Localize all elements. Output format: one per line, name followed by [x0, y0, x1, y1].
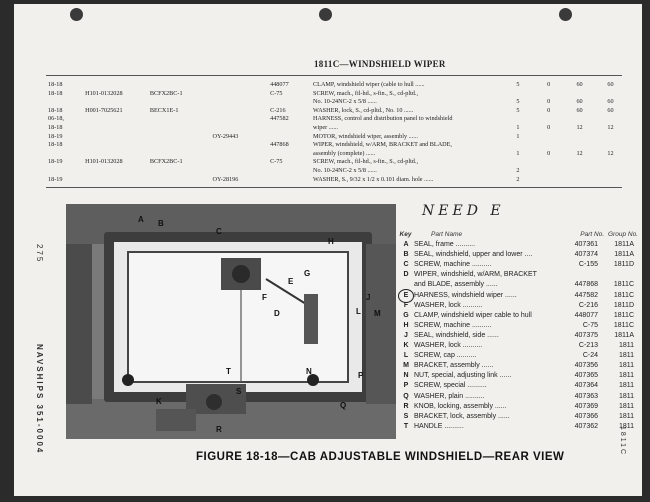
table-cell-c	[564, 167, 595, 176]
callout-label: J	[366, 293, 371, 302]
legend-k	[398, 280, 414, 290]
table-cell-desc: assembly (complete) ......	[313, 149, 376, 157]
table-cell-b	[533, 115, 564, 124]
table-row	[46, 141, 626, 150]
legend-g: 1811D	[613, 301, 634, 309]
legend-item	[398, 240, 638, 250]
table-cell-a	[503, 90, 534, 99]
table-cell-a: 2	[516, 166, 520, 174]
table-cell-desc: No. 10-24NC-2 x 5/8 ......	[313, 166, 377, 174]
table-row	[46, 176, 626, 185]
section-title: 1811C—WINDSHIELD WIPER	[314, 59, 446, 69]
table-cell-gov	[83, 141, 148, 150]
table-cell-mfr: BCFX2BC-1	[149, 158, 183, 166]
legend-g: 1811	[618, 362, 634, 370]
table-cell-part	[268, 133, 311, 142]
legend-k: M	[403, 362, 409, 370]
legend-p: 407366	[574, 412, 598, 420]
legend-n: SEAL, windshield, upper and lower ....	[414, 251, 533, 259]
parts-table	[46, 81, 626, 184]
legend-p: 447868	[574, 281, 598, 289]
legend-g: 1811C	[613, 291, 634, 299]
windshield-photo	[66, 204, 396, 439]
parts-legend	[398, 230, 638, 432]
callout-label: M	[374, 309, 381, 318]
table-cell-mfr: BECX1E-1	[149, 106, 179, 114]
table-cell-gov	[83, 167, 148, 176]
table-cell-oy	[211, 167, 269, 176]
callout-label: R	[216, 425, 222, 434]
legend-n: SCREW, machine ..........	[414, 261, 492, 269]
table-cell-c: 12	[576, 149, 583, 157]
table-cell-mfr	[148, 141, 211, 150]
table-cell-mfr	[148, 133, 211, 142]
legend-n: SEAL, windshield, side ......	[414, 331, 499, 339]
legend-k: R	[403, 402, 409, 410]
legend-k: Q	[403, 392, 409, 400]
table-cell-ref: 18-19	[48, 158, 63, 166]
legend-g: 1811	[618, 402, 634, 410]
legend-p: 407374	[574, 251, 598, 259]
table-cell-gov: H001-7025621	[85, 106, 123, 114]
table-cell-desc: No. 10-24NC-2 x 5/8 ......	[313, 98, 377, 106]
table-cell-b: 0	[547, 98, 551, 106]
legend-k: K	[403, 342, 409, 350]
legend-k: H	[403, 321, 409, 329]
legend-p: C-155	[578, 261, 598, 269]
legend-g: 1811	[618, 342, 634, 350]
table-cell-desc: SCREW, mach., fil-hd., s-fin., S., cd-pltd.,	[313, 89, 418, 97]
page-number: 275	[35, 244, 44, 264]
table-row	[46, 124, 626, 133]
legend-p: 407361	[574, 241, 598, 249]
table-cell-part: C-75	[270, 89, 283, 97]
legend-k: C	[403, 261, 409, 269]
table-cell-part: 447868	[270, 141, 289, 149]
callout-label: C	[216, 227, 222, 236]
legend-p: 448077	[574, 311, 598, 319]
legend-p: C-75	[582, 321, 598, 329]
table-cell-a: 5	[516, 81, 520, 88]
legend-p	[550, 270, 598, 280]
legend-item	[398, 361, 638, 371]
table-cell-ref	[46, 150, 83, 159]
table-cell-b	[533, 176, 564, 185]
table-cell-mfr	[148, 115, 211, 124]
table-cell-c	[564, 115, 595, 124]
legend-item	[398, 422, 638, 432]
table-row	[46, 107, 626, 116]
punch-hole	[559, 8, 572, 21]
legend-p: C-213	[578, 342, 598, 350]
table-cell-b: 0	[547, 123, 551, 131]
callout-label: N	[306, 367, 312, 376]
table-cell-oy	[211, 124, 269, 133]
legend-item	[398, 341, 638, 351]
table-cell-oy: OY-28196	[212, 175, 239, 183]
table-cell-desc: WASHER, S., 9/32 x 1/2 x 0.101 diam. hole ......	[313, 175, 434, 183]
table-cell-part	[268, 98, 311, 107]
legend-n: HANDLE ..........	[414, 422, 464, 430]
legend-n: BRACKET, assembly ......	[414, 362, 494, 370]
callout-label: F	[262, 293, 267, 302]
punch-hole	[319, 8, 332, 21]
table-cell-ref: 18-18	[48, 89, 63, 97]
divider	[46, 187, 622, 188]
table-cell-gov	[83, 98, 148, 107]
legend-k: P	[403, 382, 409, 390]
legend-item	[398, 392, 638, 402]
table-cell-c: 60	[576, 98, 583, 106]
legend-p: 447582	[574, 291, 598, 299]
table-cell-a	[503, 141, 534, 150]
legend-k: F	[403, 301, 409, 309]
table-cell-desc: CLAMP, windshield wiper (cable to hull ......	[313, 81, 425, 88]
table-cell-a: 1	[516, 149, 520, 157]
callout-label: L	[356, 307, 361, 316]
callout-label: S	[236, 387, 242, 396]
table-cell-gov: H101-0132028	[85, 158, 123, 166]
legend-n: and BLADE, assembly ......	[414, 281, 498, 289]
table-cell-gov	[83, 81, 148, 90]
legend-item	[398, 412, 638, 422]
legend-k: E	[403, 291, 409, 299]
legend-g	[598, 270, 634, 280]
legend-p: 407356	[574, 362, 598, 370]
legend-n: SCREW, machine ..........	[414, 321, 492, 329]
legend-n: SCREW, special ..........	[414, 382, 487, 390]
table-cell-oy	[211, 90, 269, 99]
handwritten-note: NEED E	[422, 203, 505, 219]
table-cell-part	[268, 150, 311, 159]
legend-p: 407363	[574, 392, 598, 400]
table-cell-d	[595, 141, 626, 150]
table-cell-ref	[46, 167, 83, 176]
table-cell-ref: 18-19	[48, 175, 63, 183]
table-cell-desc: HARNESS, control and distribution panel to windshield	[313, 115, 453, 123]
table-row	[46, 158, 626, 167]
table-cell-ref: 18-18	[48, 141, 63, 149]
legend-n: WIPER, windshield, w/ARM, BRACKET	[414, 271, 537, 279]
callout-label: T	[226, 367, 231, 376]
legend-g: 1811D	[613, 261, 634, 269]
table-cell-desc: wiper ......	[313, 123, 338, 131]
legend-item	[398, 301, 638, 311]
table-cell-part: 447582	[270, 115, 289, 123]
table-row	[46, 133, 626, 142]
legend-g: 1811A	[614, 251, 634, 259]
legend-k: L	[403, 352, 409, 360]
callout-label: Q	[340, 401, 347, 410]
table-cell-part: 448077	[270, 81, 289, 88]
callout-label: A	[138, 215, 144, 224]
table-cell-d	[595, 176, 626, 185]
callout-label: G	[304, 269, 311, 278]
right-tab: 1811C	[619, 426, 626, 457]
legend-n: HARNESS, windshield wiper ......	[414, 291, 517, 299]
table-cell-c	[564, 141, 595, 150]
table-cell-d: 60	[607, 106, 614, 114]
table-cell-c	[564, 133, 595, 142]
legend-g: 1811	[618, 382, 634, 390]
legend-item	[398, 270, 638, 280]
legend-p: C-24	[582, 352, 598, 360]
legend-item	[398, 250, 638, 260]
table-cell-part	[268, 176, 311, 185]
table-cell-ref: 06-18,	[48, 115, 64, 123]
table-cell-oy	[211, 150, 269, 159]
table-cell-desc: MOTOR, windshield wiper, assembly ......	[313, 132, 418, 140]
table-row	[46, 167, 626, 176]
table-cell-gov	[83, 176, 148, 185]
table-cell-gov	[83, 150, 148, 159]
legend-item	[398, 402, 638, 412]
legend-n: CLAMP, windshield wiper cable to hull	[414, 311, 532, 319]
table-cell-ref: 18-19	[48, 132, 63, 140]
legend-k: A	[403, 241, 409, 249]
table-cell-oy	[211, 81, 269, 90]
windshield-illustration	[66, 204, 396, 439]
table-cell-part	[268, 167, 311, 176]
divider	[46, 75, 622, 76]
legend-item	[398, 291, 638, 301]
table-cell-d: 60	[607, 81, 614, 88]
table-row	[46, 90, 626, 99]
table-cell-ref: 18-18	[48, 106, 63, 114]
callout-label: D	[274, 309, 280, 318]
table-cell-d: 60	[607, 98, 614, 106]
table-cell-d: 12	[607, 123, 614, 131]
table-cell-c: 60	[576, 81, 583, 88]
legend-item	[398, 371, 638, 381]
legend-p: 407365	[574, 372, 598, 380]
legend-n: WASHER, plain ..........	[414, 392, 485, 400]
legend-n: WASHER, lock ..........	[414, 301, 483, 309]
legend-g: 1811	[618, 422, 634, 430]
table-cell-a: 5	[516, 106, 520, 114]
table-cell-gov	[83, 124, 148, 133]
side-document-id: NAVSHIPS 351-0004	[35, 344, 44, 455]
table-cell-b: 0	[547, 106, 551, 114]
legend-g: 1811A	[614, 241, 634, 249]
table-cell-mfr	[148, 176, 211, 185]
callout-label: B	[158, 219, 164, 228]
table-cell-c: 12	[576, 123, 583, 131]
table-cell-b	[533, 90, 564, 99]
legend-k: B	[403, 251, 409, 259]
document-page	[14, 4, 642, 496]
legend-header	[398, 230, 638, 240]
table-cell-mfr	[148, 167, 211, 176]
legend-n: SCREW, cap ..........	[414, 352, 477, 360]
callout-label: H	[328, 237, 334, 246]
punch-hole	[70, 8, 83, 21]
legend-g: 1811C	[613, 311, 634, 319]
table-cell-oy	[211, 141, 269, 150]
table-cell-a	[503, 158, 534, 167]
figure-caption: FIGURE 18-18—CAB ADJUSTABLE WINDSHIELD—REAR VIEW	[196, 451, 565, 463]
table-cell-ref: 18-18	[48, 81, 63, 88]
legend-g: 1811A	[614, 331, 634, 339]
table-cell-gov	[83, 115, 148, 124]
legend-item	[398, 260, 638, 270]
table-cell-part	[268, 124, 311, 133]
table-cell-a: 1	[516, 123, 520, 131]
legend-header-part: Part No.	[580, 231, 605, 238]
table-cell-desc: SCREW, mach., fil-hd., s-fin., S., cd-pltd.,	[313, 158, 418, 166]
table-cell-desc: WIPER, windshield, w/ARM, BRACKET and BLADE,	[313, 141, 452, 149]
legend-k: N	[403, 372, 409, 380]
legend-n: NUT, special, adjusting link ......	[414, 372, 512, 380]
table-cell-d	[595, 133, 626, 142]
table-cell-c	[564, 158, 595, 167]
table-cell-ref	[46, 98, 83, 107]
legend-item	[398, 351, 638, 361]
legend-g: 1811C	[613, 321, 634, 329]
legend-item	[398, 280, 638, 290]
table-cell-a: 2	[516, 175, 520, 183]
table-cell-oy: OY-29443	[212, 132, 239, 140]
table-cell-a: 5	[516, 98, 520, 106]
table-cell-mfr	[148, 98, 211, 107]
legend-n: BRACKET, lock, assembly ......	[414, 412, 510, 420]
table-cell-oy	[211, 115, 269, 124]
legend-k: D	[403, 271, 409, 279]
legend-p: 407369	[574, 402, 598, 410]
legend-item	[398, 381, 638, 391]
table-row	[46, 98, 626, 107]
legend-n: WASHER, lock ..........	[414, 342, 483, 350]
table-cell-oy	[211, 107, 269, 116]
table-row	[46, 150, 626, 159]
table-cell-d	[595, 158, 626, 167]
table-cell-a	[503, 115, 534, 124]
table-cell-c: 60	[576, 106, 583, 114]
legend-p: 407362	[574, 422, 598, 430]
table-cell-b	[533, 158, 564, 167]
legend-g: 1811	[618, 392, 634, 400]
table-row	[46, 81, 626, 90]
legend-item	[398, 311, 638, 321]
table-cell-gov: H101-0132028	[85, 89, 123, 97]
table-cell-mfr	[148, 124, 211, 133]
legend-g: 1811C	[613, 281, 634, 289]
table-cell-d	[595, 90, 626, 99]
table-cell-d: 12	[607, 149, 614, 157]
legend-p: C-216	[578, 301, 598, 309]
table-cell-part: C-75	[270, 158, 283, 166]
table-cell-oy	[211, 98, 269, 107]
legend-k: S	[403, 412, 409, 420]
legend-n: SEAL, frame ..........	[414, 241, 476, 249]
table-cell-oy	[211, 158, 269, 167]
table-cell-c	[564, 90, 595, 99]
legend-p: 407375	[574, 331, 598, 339]
table-cell-b	[533, 167, 564, 176]
legend-item	[398, 321, 638, 331]
legend-g: 1811	[618, 352, 634, 360]
callout-label: P	[358, 371, 364, 380]
legend-item	[398, 331, 638, 341]
legend-g: 1811	[618, 372, 634, 380]
table-cell-part: C-216	[270, 106, 286, 114]
callout-label: E	[288, 277, 294, 286]
table-cell-b: 0	[547, 149, 551, 157]
table-cell-mfr	[148, 150, 211, 159]
table-cell-mfr	[148, 81, 211, 90]
table-cell-mfr: BCFX2BC-1	[149, 89, 183, 97]
legend-k: T	[403, 422, 409, 430]
table-cell-ref: 18-18	[48, 123, 63, 131]
legend-header-group: Group No.	[608, 231, 638, 238]
table-cell-desc: WASHER, lock, S., cd-pltd., No. 10 ......	[313, 106, 414, 114]
table-cell-a: 1	[516, 132, 520, 140]
table-cell-gov	[83, 133, 148, 142]
table-cell-d	[595, 115, 626, 124]
legend-p: 407364	[574, 382, 598, 390]
legend-n: KNOB, locking, assembly ......	[414, 402, 507, 410]
callout-label: K	[156, 397, 162, 406]
table-cell-b: 0	[547, 81, 551, 88]
table-cell-b	[533, 133, 564, 142]
legend-header-key: Key	[399, 231, 412, 238]
legend-header-name: Part Name	[431, 231, 463, 238]
table-cell-d	[595, 167, 626, 176]
table-row	[46, 115, 626, 124]
table-cell-b	[533, 141, 564, 150]
legend-k: G	[403, 311, 409, 319]
table-cell-c	[564, 176, 595, 185]
legend-g: 1811	[618, 412, 634, 420]
legend-k: J	[404, 331, 408, 339]
